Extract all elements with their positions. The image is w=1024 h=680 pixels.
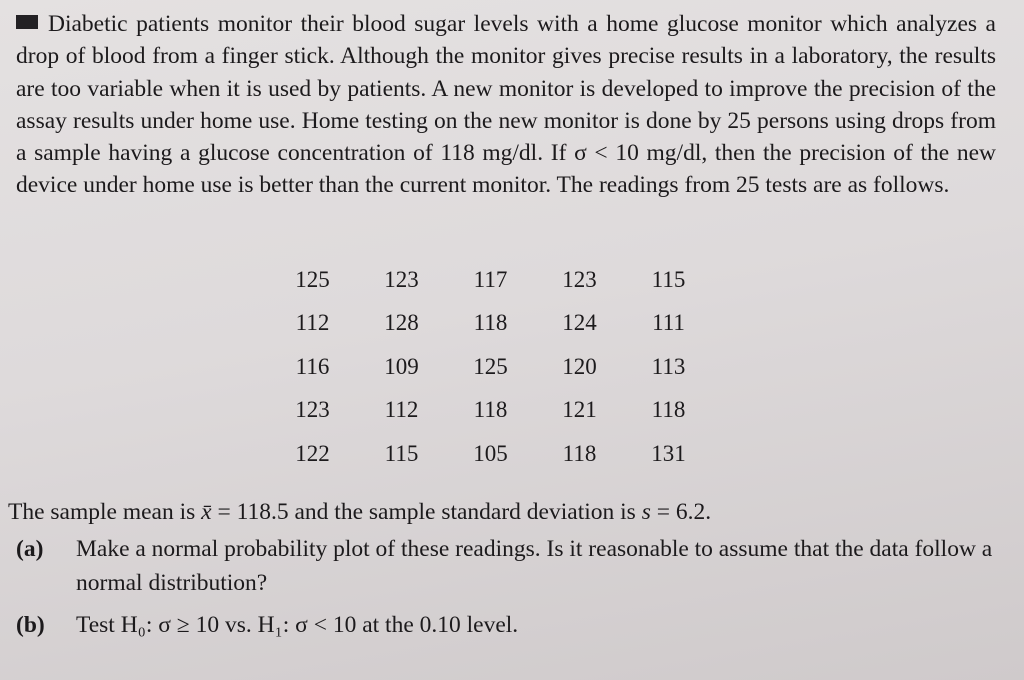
sd-symbol: s [641, 499, 651, 525]
reading-cell: 111 [652, 310, 685, 336]
part-b-text: Test H₀: σ ≥ 10 vs. H₁: σ < 10 at the 0.10 level. [76, 612, 519, 638]
reading-cell: 123 [384, 266, 419, 292]
reading-cell: 118 [651, 397, 686, 423]
sample-summary [8, 496, 711, 528]
reading-cell: 105 [473, 440, 508, 466]
reading-cell: 115 [384, 440, 419, 466]
intro-text: Diabetic patients monitor their blood sugar levels with a home glucose monitor which analyzes a drop of blood from a finger stick. Although the monitor gives precise results in a laboratory, the results are too variable when it is used by patients. A new monitor is developed to improve the precision of the assay results under home use. Home testing on the new monitor is done by 25 persons using drops from a sample having a glucose concentration of 118 mg/dl. If σ < 10 mg/dl, then the precision of the new device under home use is better than the current monitor. The readings from 25 tests are as follows. [16, 11, 996, 199]
problem-intro [16, 8, 996, 202]
part-b-label: (b) [16, 612, 45, 638]
reading-cell: 109 [384, 353, 419, 379]
reading-cell: 131 [651, 440, 686, 466]
reading-cell: 125 [473, 353, 508, 379]
readings-row [268, 302, 713, 346]
reading-cell: 120 [562, 353, 597, 379]
reading-cell: 118 [473, 397, 508, 423]
question-parts [16, 532, 1016, 650]
readings-row [268, 432, 713, 476]
reading-cell: 115 [651, 266, 686, 292]
readings-row [268, 258, 713, 302]
reading-cell: 123 [562, 266, 597, 292]
reading-cell: 116 [295, 353, 330, 379]
question-part-a [16, 532, 1016, 600]
reading-cell: 113 [651, 353, 686, 379]
square-bullet-icon [16, 15, 38, 29]
readings-row [268, 345, 713, 389]
reading-cell: 117 [473, 266, 508, 292]
question-part-b [16, 608, 1016, 642]
summary-prefix: The sample mean is [8, 499, 202, 525]
reading-cell: 112 [295, 310, 330, 336]
reading-cell: 112 [384, 397, 419, 423]
sd-value: = 6.2. [650, 499, 712, 525]
reading-cell: 124 [562, 310, 597, 336]
part-a-text: Make a normal probability plot of these readings. Is it reasonable to assume that the data follow a normal distribution? [76, 536, 993, 596]
mean-symbol: x̄ [201, 499, 212, 525]
readings-table-body [268, 258, 713, 476]
readings-table [268, 258, 713, 476]
reading-cell: 125 [295, 266, 330, 292]
reading-cell: 118 [562, 440, 597, 466]
reading-cell: 118 [473, 310, 508, 336]
readings-row [268, 389, 713, 433]
part-a-label: (a) [16, 536, 44, 562]
reading-cell: 123 [295, 397, 330, 423]
intro-paragraph [16, 8, 996, 202]
reading-cell: 122 [295, 440, 330, 466]
reading-cell: 121 [562, 397, 597, 423]
reading-cell: 128 [384, 310, 419, 336]
mean-value: = 118.5 and the sample standard deviation is [211, 499, 642, 525]
